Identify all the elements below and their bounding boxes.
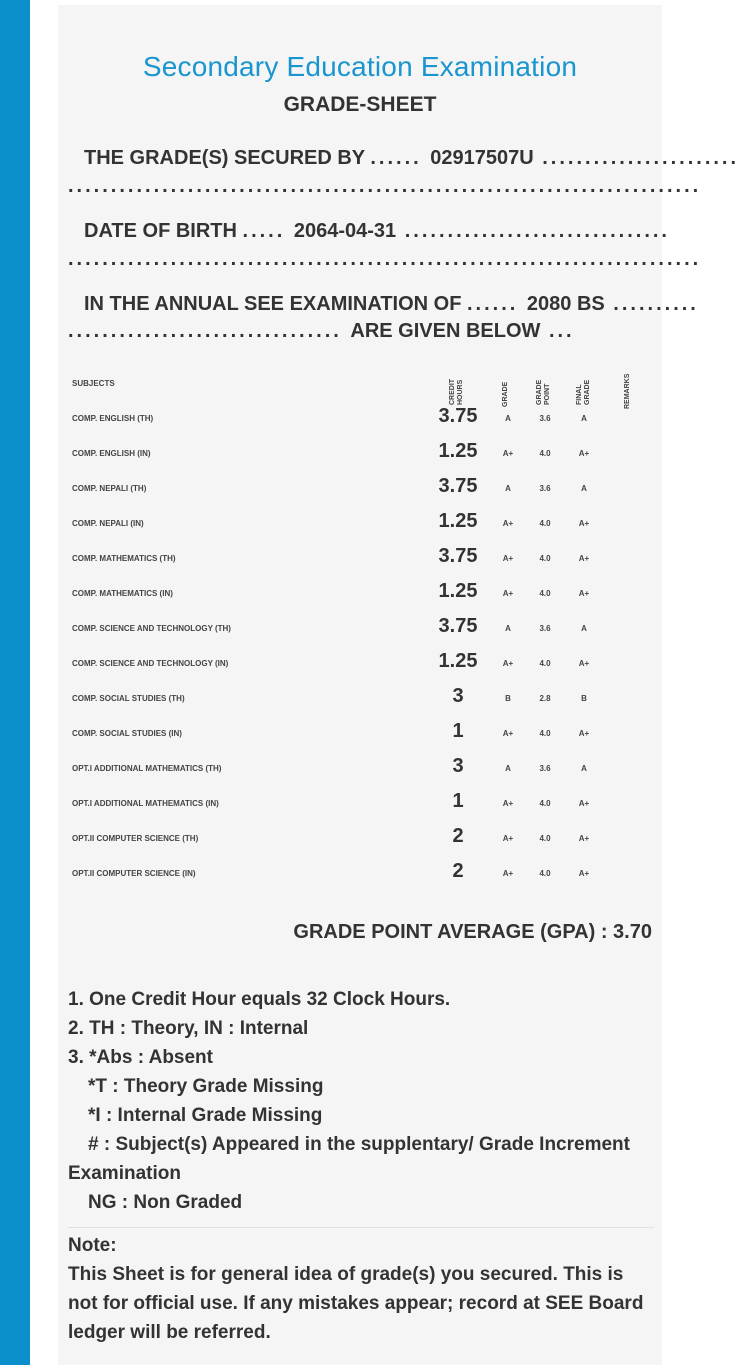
table-row [72,823,652,858]
side-accent-bar [0,0,30,1365]
grade-point: 4.0 [539,519,551,528]
header-grade-point: GRADE POINT [536,379,551,405]
final-grade: A+ [578,589,590,598]
grade: A [505,484,511,493]
divider [68,1227,654,1228]
dob-label: DATE OF BIRTH [84,220,237,242]
grade: A+ [502,659,514,668]
page-title: Secondary Education Examination [142,51,578,82]
grade-point: 4.0 [539,869,551,878]
grade: A+ [502,869,514,878]
final-grade: A+ [578,449,590,458]
grade-point: 4.0 [539,589,551,598]
grade-point: 4.0 [539,729,551,738]
table-row [72,788,652,823]
grade: A [505,414,511,423]
table-row [72,578,652,613]
final-grade: A [581,414,587,423]
grade-point: 2.8 [539,694,551,703]
grade-point: 3.6 [539,484,551,493]
header-grade: GRADE [502,381,509,407]
note-label: Note: [68,1235,117,1256]
final-grade: B [581,694,587,703]
credit-hours: 1 [452,790,464,812]
final-grade: A+ [578,554,590,563]
header-subjects: SUBJECTS [72,379,115,388]
grade-table [72,403,652,893]
dob-line: DATE OF BIRTH ..... 2064-04-31 ............................... [68,218,654,245]
secured-by-label: THE GRADE(S) SECURED BY [84,147,365,169]
subject-name: COMP. NEPALI (TH) [72,484,147,493]
table-row [72,438,652,473]
final-grade: A [581,484,587,493]
table-row [72,858,652,893]
grade: A+ [502,519,514,528]
grade-point: 4.0 [539,834,551,843]
exam-year: 2080 BS [526,293,605,315]
credit-hours: 1.25 [438,510,478,532]
legend-item: # : Subject(s) Appeared in the supplentary/ Grade Increment [88,1134,630,1155]
credit-hours: 3.75 [438,615,478,637]
subject-name: COMP. SCIENCE AND TECHNOLOGY (IN) [72,659,229,668]
grade-point: 3.6 [539,624,551,633]
table-row [72,648,652,683]
page-subtitle: GRADE-SHEET [283,93,437,116]
subject-name: COMP. ENGLISH (TH) [72,414,154,423]
gpa-summary: GRADE POINT AVERAGE (GPA) : 3.70 [293,921,652,943]
grade: A+ [502,589,514,598]
table-row [72,613,652,648]
credit-hours: 1.25 [438,650,478,672]
given-below-label: ARE GIVEN BELOW [350,320,541,342]
grade: A+ [502,449,514,458]
credit-hours: 3 [452,755,464,777]
exam-line: IN THE ANNUAL SEE EXAMINATION OF ...... 2080 BS .......... [68,291,654,318]
header-final-grade: FINAL GRADE [576,379,591,405]
subject-name: COMP. NEPALI (IN) [72,519,144,528]
header-credit-hours: CREDIT HOURS [449,378,464,405]
final-grade: A+ [578,799,590,808]
given-below-line: ................................ ARE GIVEN BELOW ... [68,320,575,342]
grade-sheet-card [58,5,739,1365]
grade: A+ [502,799,514,808]
subject-name: COMP. MATHEMATICS (TH) [72,554,176,563]
table-row [72,753,652,788]
subject-name: COMP. SOCIAL STUDIES (IN) [72,729,182,738]
grade-point: 3.6 [539,764,551,773]
grade: A+ [502,729,514,738]
legend-item: 3. *Abs : Absent [68,1047,213,1068]
final-grade: A+ [578,659,590,668]
subject-name: COMP. SOCIAL STUDIES (TH) [72,694,185,703]
legend-item: Examination [68,1163,181,1184]
dot-filler: .......................................................................... [68,248,702,270]
legend-item: 1. One Credit Hour equals 32 Clock Hours. [68,989,451,1010]
table-row [72,403,652,438]
grade-point: 4.0 [539,449,551,458]
legend-item: *T : Theory Grade Missing [88,1076,324,1097]
legend-list [68,985,654,1217]
credit-hours: 2 [452,825,464,847]
credit-hours: 3.75 [438,405,478,427]
grade: A [505,624,511,633]
header-remarks: REMARKS [624,373,631,409]
exam-label: IN THE ANNUAL SEE EXAMINATION OF [84,293,462,315]
grade: A [505,764,511,773]
subject-name: OPT.I ADDITIONAL MATHEMATICS (IN) [72,799,219,808]
credit-hours: 1.25 [438,580,478,602]
dob-value: 2064-04-31 [293,220,397,242]
table-row [72,508,652,543]
grade-point: 4.0 [539,554,551,563]
grade: A+ [502,834,514,843]
subject-name: COMP. ENGLISH (IN) [72,449,151,458]
final-grade: A+ [578,729,590,738]
subject-name: COMP. SCIENCE AND TECHNOLOGY (TH) [72,624,231,633]
grade-point: 4.0 [539,659,551,668]
grade: B [505,694,511,703]
subject-name: OPT.II COMPUTER SCIENCE (IN) [72,869,196,878]
subject-name: OPT.I ADDITIONAL MATHEMATICS (TH) [72,764,222,773]
dot-filler: .......................................................................... [68,175,702,197]
symbol-number: 02917507U [430,147,534,169]
credit-hours: 1.25 [438,440,478,462]
note-section [68,1231,654,1347]
grade-point: 4.0 [539,799,551,808]
note-text: This Sheet is for general idea of grade(s) you secured. This is not for official use. If any mistakes appear; record at SEE Board ledger will be referred. [68,1264,644,1343]
secured-by-line: THE GRADE(S) SECURED BY ...... 02917507U ....................... [68,145,654,172]
final-grade: A [581,624,587,633]
table-row [72,683,652,718]
final-grade: A+ [578,834,590,843]
table-row [72,473,652,508]
credit-hours: 2 [452,860,464,882]
credit-hours: 3 [452,685,464,707]
table-row [72,718,652,753]
final-grade: A [581,764,587,773]
credit-hours: 3.75 [438,545,478,567]
legend-item: *I : Internal Grade Missing [88,1105,323,1126]
table-row [72,543,652,578]
subject-name: OPT.II COMPUTER SCIENCE (TH) [72,834,199,843]
grade: A+ [502,554,514,563]
final-grade: A+ [578,869,590,878]
final-grade: A+ [578,519,590,528]
legend-item: 2. TH : Theory, IN : Internal [68,1018,309,1039]
subject-name: COMP. MATHEMATICS (IN) [72,589,173,598]
credit-hours: 3.75 [438,475,478,497]
grade-point: 3.6 [539,414,551,423]
credit-hours: 1 [452,720,464,742]
legend-item: NG : Non Graded [88,1192,243,1213]
